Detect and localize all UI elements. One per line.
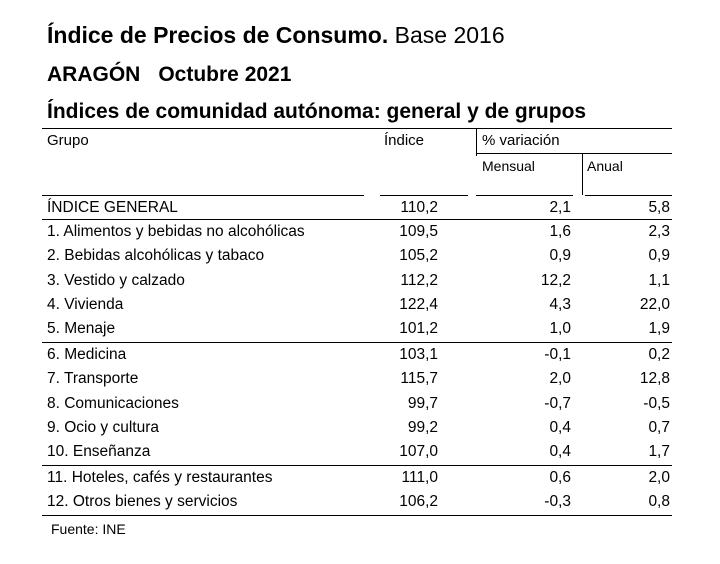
header-grupo: Grupo (47, 132, 89, 149)
row-indice: 107,0 (399, 443, 438, 460)
row-anual: 2,0 (648, 469, 670, 486)
row-name: 4. Vivienda (47, 296, 124, 313)
mensual-anual-divider (582, 153, 583, 195)
row-name: 9. Ocio y cultura (47, 419, 159, 436)
row-mensual: 2,1 (549, 199, 571, 216)
row-anual: 0,9 (648, 247, 670, 264)
row-name: 1. Alimentos y bebidas no alcohólicas (47, 223, 305, 240)
table-row (0, 221, 720, 245)
row-mensual: 0,6 (549, 469, 571, 486)
row-indice: 110,2 (400, 199, 438, 216)
row-anual: 0,8 (648, 493, 670, 510)
row-mensual: 12,2 (540, 272, 571, 289)
row-name: 10. Enseñanza (47, 443, 151, 460)
row-name: 5. Menaje (47, 320, 116, 337)
table-row (0, 294, 720, 318)
row-indice: 111,0 (401, 469, 438, 486)
row-indice: 103,1 (399, 346, 438, 363)
row-mensual: -0,1 (544, 346, 571, 363)
row-mensual: 1,6 (549, 223, 571, 240)
row-mensual: -0,7 (544, 395, 571, 412)
rule-after-menaje (42, 342, 672, 343)
row-anual: 5,8 (648, 199, 670, 216)
table-row (0, 417, 720, 441)
title-line-3: Índices de comunidad autónoma: general y de grupos (47, 100, 587, 123)
row-indice: 105,2 (399, 247, 438, 264)
row-indice: 106,2 (399, 493, 438, 510)
header-indice: Índice (384, 132, 425, 149)
table-row (0, 245, 720, 269)
title-line-2 (47, 63, 291, 87)
row-name: 2. Bebidas alcohólicas y tabaco (47, 247, 265, 264)
row-mensual: 0,4 (549, 443, 571, 460)
row-anual: 2,3 (648, 223, 670, 240)
row-anual: 12,8 (639, 370, 670, 387)
row-mensual: 0,9 (549, 247, 571, 264)
title-period: Octubre 2021 (158, 63, 292, 86)
table-row (0, 270, 720, 294)
row-anual: 0,7 (648, 419, 670, 436)
row-name: 7. Transporte (47, 370, 139, 387)
header-variacion: % variación (482, 132, 560, 149)
row-anual: 0,2 (648, 346, 670, 363)
row-anual: 22,0 (639, 296, 670, 313)
row-mensual: 1,0 (549, 320, 571, 337)
row-name: 6. Medicina (47, 346, 127, 363)
row-indice: 99,2 (407, 419, 438, 436)
title-bold: Índice de Precios de Consumo. (47, 22, 389, 48)
table-row (0, 344, 720, 368)
table-row (0, 491, 720, 515)
row-anual: 1,7 (648, 443, 670, 460)
row-indice: 112,2 (400, 272, 438, 289)
variacion-divider (476, 128, 477, 156)
title-base: Base 2016 (394, 22, 505, 48)
row-name: 11. Hoteles, cafés y restaurantes (47, 469, 273, 486)
row-anual: 1,9 (648, 320, 670, 337)
rule-grupo (42, 195, 364, 196)
row-indice: 109,5 (399, 223, 438, 240)
row-indice: 99,7 (407, 395, 438, 412)
row-mensual: 2,0 (549, 370, 571, 387)
row-anual: -0,5 (643, 395, 670, 412)
rule-after-ensenanza (42, 465, 672, 466)
row-name: 12. Otros bienes y servicios (47, 493, 238, 510)
row-name: ÍNDICE GENERAL (47, 199, 178, 216)
rule-indice (380, 195, 468, 196)
table-row (0, 318, 720, 342)
row-anual: 1,1 (648, 272, 670, 289)
table-row (0, 197, 720, 221)
header-anual: Anual (587, 158, 623, 174)
variacion-underline (476, 153, 672, 154)
header-mensual: Mensual (482, 158, 535, 174)
title-region: ARAGÓN (47, 63, 141, 86)
table-top-rule (42, 128, 672, 129)
row-indice: 101,2 (399, 320, 438, 337)
rule-mensual (476, 195, 573, 196)
table-row (0, 441, 720, 465)
row-name: 3. Vestido y calzado (47, 272, 185, 289)
table-bottom-rule (42, 515, 672, 516)
table-row (0, 368, 720, 392)
row-indice: 115,7 (400, 370, 438, 387)
title-line-1 (47, 22, 505, 49)
row-mensual: 0,4 (549, 419, 571, 436)
rule-anual (585, 195, 672, 196)
row-mensual: 4,3 (549, 296, 571, 313)
table-row (0, 393, 720, 417)
row-indice: 122,4 (399, 296, 438, 313)
table-row (0, 467, 720, 491)
row-mensual: -0,3 (544, 493, 571, 510)
source-note: Fuente: INE (51, 521, 126, 537)
row-name: 8. Comunicaciones (47, 395, 179, 412)
